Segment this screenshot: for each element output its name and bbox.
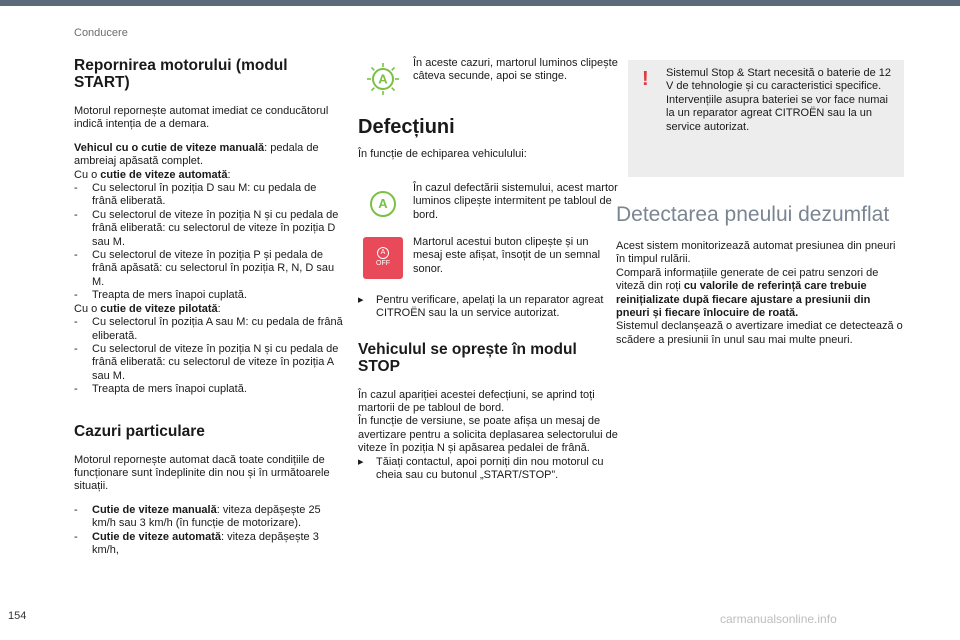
heading-faults: Defecțiuni bbox=[358, 116, 455, 138]
manual-gearbox-line bbox=[74, 142, 344, 169]
section-label: Conducere bbox=[74, 27, 128, 39]
faults-intro: În funcție de echiparea vehiculului: bbox=[358, 148, 527, 161]
arrow-bullet-icon: ▸ bbox=[358, 455, 364, 468]
tyre-text-2: Compară informațiile generate de cei patru senzori de viteză din roți cu valorile de referință care trebuie reinițializate după fiecare ajustare a presiunii din pneuri și fiecare înlocuire de roată. bbox=[616, 266, 879, 320]
warning-exclamation-icon: ! bbox=[642, 68, 649, 90]
list-item: - Cu selectorul de viteze în poziția P și pedala de frână apăsată: cu selectorul în poziția R, N, D sau M. bbox=[74, 249, 335, 288]
stop-start-lamp-icon: A bbox=[370, 191, 396, 217]
notice-text: Sistemul Stop & Start necesită o baterie de 12 V de tehnologie și cu caracteristici specifice. Intervențiile asupra bateriei se vor face numai la un reparator agreat CITROËN sau la un service autorizat. bbox=[666, 67, 892, 133]
notice-box bbox=[628, 60, 904, 177]
heading-special-cases: Cazuri particulare bbox=[74, 422, 205, 440]
manual-label: Vehicul cu o cutie de viteze manuală bbox=[74, 141, 265, 154]
piloted-gearbox-line: Cu o cutie de viteze pilotată: bbox=[74, 302, 221, 315]
manual-rest: : pedala de ambreiaj apăsată complet. bbox=[74, 141, 319, 168]
tyre-text-3: Sistemul declanșează o avertizare imediat ce detectează o scădere a presiunii în unul sau mai multe pneuri. bbox=[616, 320, 903, 346]
list-item: ▸ Tăiați contactul, apoi porniți din nou motorul cu cheia sau cu butonul „START/STOP”. bbox=[358, 455, 604, 482]
tyre-text-1: Acest sistem monitorizează automat presiunea din pneuri în timpul rulării. bbox=[616, 240, 896, 266]
lamp-row-fault bbox=[358, 182, 620, 226]
restart-intro: Motorul repornește automat imediat ce conducătorul indică intenția de a demara. bbox=[74, 105, 329, 131]
lamp-fault-text: În cazul defectării sistemului, acest martor luminos clipește intermitent pe tabloul de bord. bbox=[413, 181, 618, 221]
list-item: - Treapta de mers înapoi cuplată. bbox=[74, 289, 247, 302]
lamp-row-button bbox=[358, 236, 620, 280]
svg-text:A: A bbox=[378, 71, 388, 87]
piloted-label: cutie de viteze pilotată bbox=[100, 302, 218, 315]
header-bar bbox=[0, 0, 960, 6]
lamp-row-blinking bbox=[358, 57, 620, 101]
heading-tyre-detection: Detectarea pneului dezumflat bbox=[616, 203, 890, 226]
column-right bbox=[616, 203, 906, 347]
heading-restart: Repornirea motorului (modul START) bbox=[74, 57, 288, 91]
column-middle bbox=[358, 57, 620, 482]
column-left bbox=[74, 57, 344, 557]
page-number: 154 bbox=[8, 610, 27, 622]
list-item: - Cutie de viteze automată: viteza depășește 3 km/h, bbox=[74, 530, 319, 556]
lamp-button-text: Martorul acestui buton clipește și un mesaj este afișat, însoțit de un semnal sonor. bbox=[413, 235, 601, 275]
list-item: ▸ Pentru verificare, apelați la un reparator agreat CITROËN sau la un service autorizat. bbox=[358, 293, 604, 320]
stop-start-off-button-icon: A OFF bbox=[363, 237, 403, 279]
list-item: - Cu selectorul de viteze în poziția N și cu pedala de frână eliberată: cu selectorul de viteze în poziția A sau M. bbox=[74, 342, 339, 382]
special-cases-intro: Motorul repornește automat dacă toate condițiile de funcționare sunt îndeplinite din nou și în următoarele situații. bbox=[74, 453, 330, 493]
list-item: - Cu selectorul de viteze în poziția N și cu pedala de frână eliberată: cu selectorul de viteze în poziția D sau M. bbox=[74, 208, 339, 248]
lamp-blinking-text: În aceste cazuri, martorul luminos clipește câteva secunde, apoi se stinge. bbox=[413, 57, 618, 83]
auto-label: cutie de viteze automată bbox=[100, 168, 228, 181]
list-item: - Treapta de mers înapoi cuplată. bbox=[74, 383, 247, 396]
list-item: - Cutie de viteze manuală: viteza depășește 25 km/h sau 3 km/h (în funcție de motorizare). bbox=[74, 503, 321, 530]
heading-stop-mode: Vehiculul se oprește în modul STOP bbox=[358, 340, 577, 375]
watermark: carmanualsonline.info bbox=[720, 612, 837, 626]
stop-start-warning-lamp-icon bbox=[366, 62, 400, 96]
list-item: - Cu selectorul în poziția D sau M: cu pedala de frână eliberată. bbox=[74, 182, 317, 208]
stop-mode-text: În cazul apariției acestei defecțiuni, se aprind toți martorii de pe tabloul de bord. În funcție de versiune, se poate afișa un mesaj de avertizare pentru a solicita deplasarea selectorului de viteze în poziția N și apăsarea pedalei de frână. bbox=[358, 388, 618, 455]
auto-gearbox-line: Cu o cutie de viteze automată: bbox=[74, 168, 231, 181]
list-item: - Cu selectorul în poziția A sau M: cu pedala de frână eliberată. bbox=[74, 316, 343, 342]
arrow-bullet-icon: ▸ bbox=[358, 293, 364, 306]
